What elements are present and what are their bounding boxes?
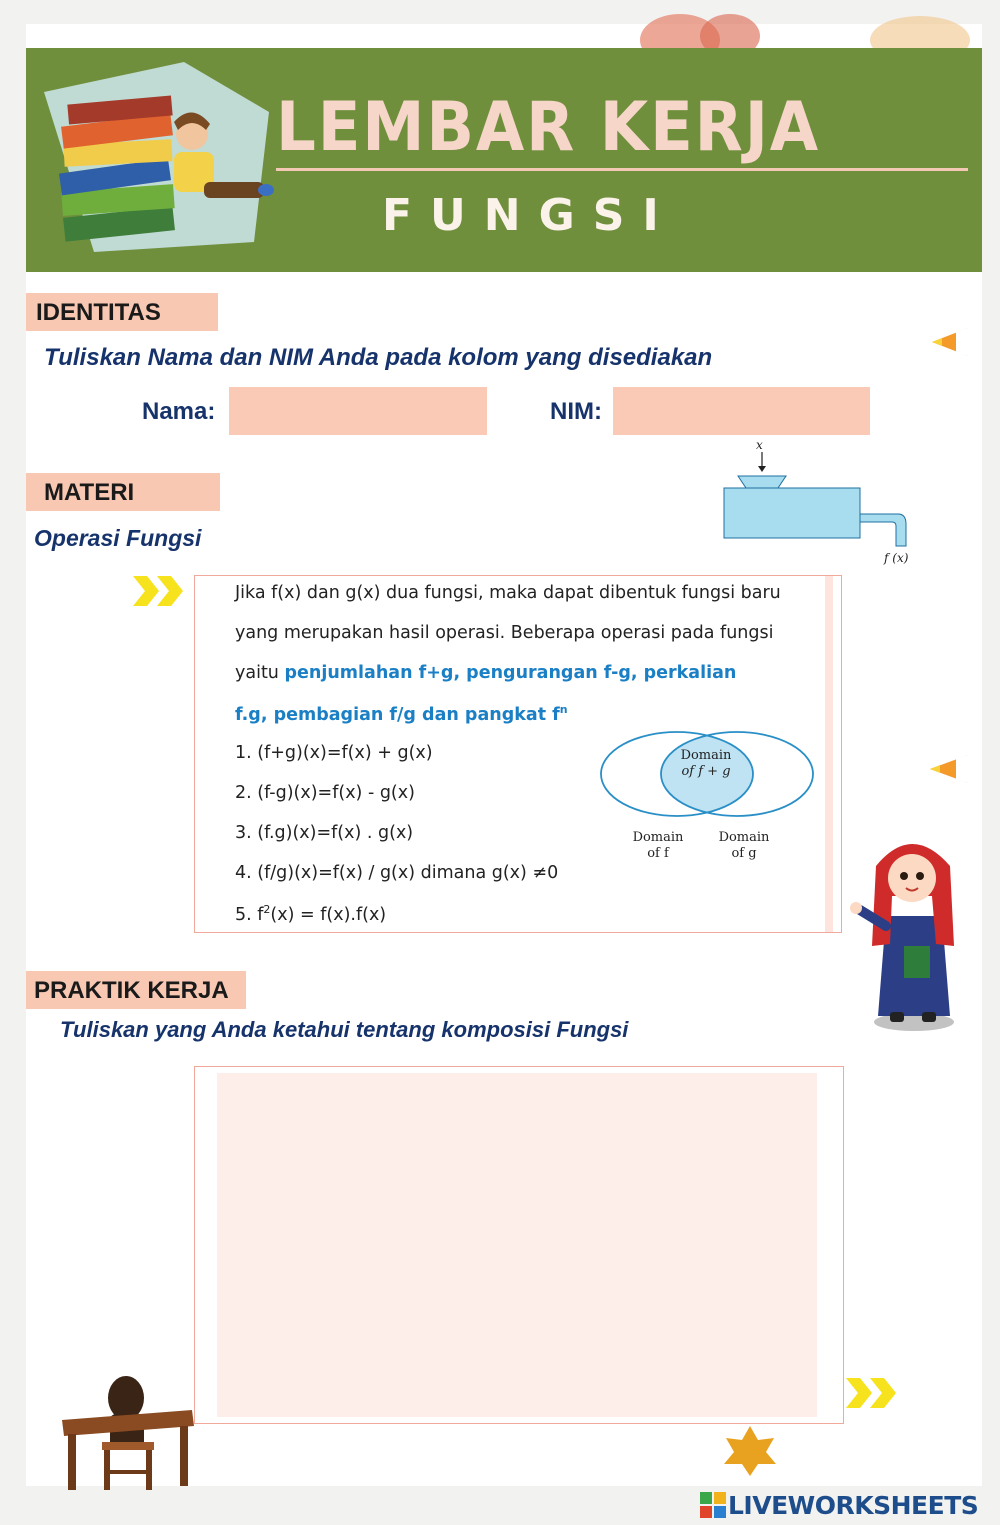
function-machine-diagram [720, 440, 920, 570]
materi-content-box [194, 575, 842, 933]
materi-line-2: yang merupakan hasil operasi. Beberapa operasi pada fungsi [235, 623, 774, 643]
liveworksheets-brand: LIVEWORKSHEETS [728, 1490, 979, 1520]
leaf-decoration [720, 1422, 780, 1478]
section-tag-materi: MATERI [26, 473, 220, 511]
identitas-instruction: Tuliskan Nama dan NIM Anda pada kolom yang disediakan [44, 344, 713, 371]
name-label: Nama: [142, 398, 216, 425]
section-tag-identitas: IDENTITAS [26, 293, 218, 331]
candy-corn-decoration [928, 320, 972, 364]
liveworksheets-logo [700, 1490, 978, 1520]
nim-input[interactable] [613, 387, 870, 435]
praktik-instruction: Tuliskan yang Anda ketahui tentang komposisi Fungsi [60, 1017, 629, 1042]
double-chevron-icon [133, 576, 185, 606]
header-banner [26, 48, 982, 272]
venn-diagram [599, 726, 815, 866]
nim-label: NIM: [550, 398, 602, 425]
liveworksheets-grid-icon [700, 1492, 726, 1518]
answer-textarea[interactable] [217, 1073, 817, 1417]
books-reading-child-image [34, 52, 284, 262]
materi-line-4 [235, 703, 568, 725]
worksheet-title: LEMBAR KERJA [276, 88, 821, 167]
materi-line-4-sup: n [559, 703, 568, 716]
section-tag-praktik-kerja: PRAKTIK KERJA [26, 971, 246, 1009]
materi-line-4-highlight: f.g, pembagian f/g dan pangkat f [235, 704, 560, 725]
venn-left-line-2: of f [647, 846, 669, 861]
title-divider [276, 168, 968, 171]
materi-line-1: Jika f(x) dan g(x) dua fungsi, maka dapat dibentuk fungsi baru [235, 583, 781, 603]
machine-output-label: f (x) [884, 551, 909, 565]
operation-1: 1. (f+g)(x)=f(x) + g(x) [235, 743, 433, 763]
venn-center-label [671, 748, 741, 780]
operation-5-sup: 2 [263, 903, 271, 916]
venn-right-label [709, 830, 779, 862]
operation-5 [235, 903, 386, 925]
machine-input-label: x [756, 438, 763, 452]
student-desk-illustration [58, 1370, 198, 1494]
box-stripe [825, 576, 833, 932]
venn-right-line-2: of g [731, 846, 757, 861]
venn-right-line-1: Domain [718, 830, 770, 845]
venn-left-line-1: Domain [632, 830, 684, 845]
venn-center-line-1: Domain [680, 748, 732, 763]
answer-box [194, 1066, 844, 1424]
double-chevron-icon-2 [846, 1378, 898, 1408]
decorative-fruit-image [620, 0, 1000, 48]
operation-4: 4. (f/g)(x)=f(x) / g(x) dimana g(x) ≠0 [235, 863, 559, 883]
worksheet-subtitle: FUNGSI [382, 190, 677, 241]
venn-left-label [623, 830, 693, 862]
materi-line-3-plain: yaitu [235, 663, 285, 683]
operation-3: 3. (f.g)(x)=f(x) . g(x) [235, 823, 414, 843]
venn-center-line-2: of f + g [681, 764, 731, 779]
teacher-girl-illustration [846, 826, 962, 1036]
materi-line-3 [235, 663, 736, 683]
name-input[interactable] [229, 387, 487, 435]
candy-corn-decoration-2 [926, 745, 972, 791]
operation-2: 2. (f-g)(x)=f(x) - g(x) [235, 783, 415, 803]
operation-5-a: 5. f [235, 904, 264, 925]
operation-5-b: (x) = f(x).f(x) [270, 904, 387, 925]
materi-heading: Operasi Fungsi [34, 525, 202, 551]
materi-line-3-highlight: penjumlahan f+g, pengurangan f-g, perkalian [284, 663, 737, 683]
